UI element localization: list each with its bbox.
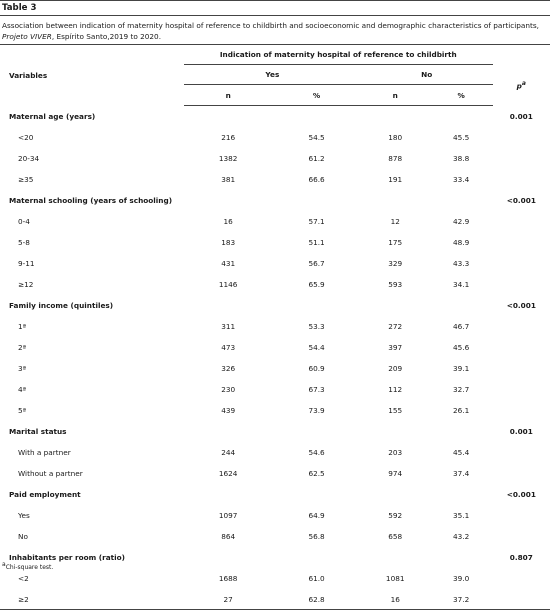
cell-yes-pct: 51.1: [308, 238, 325, 247]
table-row: [0, 316, 550, 337]
cell-no-pct: 33.4: [453, 175, 470, 184]
data-table: [0, 44, 550, 610]
cell-yes-n: 864: [221, 532, 236, 541]
row-label: 1ª: [18, 322, 27, 331]
section-name: Maternal age (years): [9, 112, 96, 121]
cell-yes-pct: 62.8: [272, 589, 360, 610]
cell-yes-n: 216: [221, 133, 236, 142]
table-row: [0, 253, 550, 274]
header-p-label: p: [516, 81, 522, 91]
row-label: <2: [18, 574, 29, 583]
section-name: Family income (quintiles): [9, 301, 114, 310]
cell-yes-n: 244: [221, 448, 236, 457]
header-no: No: [421, 70, 433, 79]
cell-yes-pct: 56.8: [308, 532, 325, 541]
header-variables: Variables: [0, 45, 184, 106]
cell-p-empty: [493, 568, 550, 589]
row-label: 5-8: [18, 238, 30, 247]
section-p-value: 0.001: [509, 111, 533, 121]
cell-yes-n: 381: [221, 175, 236, 184]
cell-p-empty: [493, 274, 550, 295]
cell-p-empty: [493, 253, 550, 274]
row-label: With a partner: [18, 448, 71, 457]
cell-yes-pct: 64.9: [308, 511, 325, 520]
table-row: [0, 400, 550, 421]
cell-yes-pct: 67.3: [308, 385, 325, 394]
header-no-n: n: [361, 85, 430, 106]
cell-no-n: 175: [388, 238, 403, 247]
table-row: [0, 463, 550, 484]
cell-no-pct: 43.2: [453, 532, 470, 541]
cell-yes-n: 311: [221, 322, 236, 331]
cell-p-empty: [493, 442, 550, 463]
cell-yes-pct: 56.7: [308, 259, 325, 268]
cell-yes-pct: 60.9: [308, 364, 325, 373]
section-row: [0, 421, 550, 442]
row-label: 4ª: [18, 385, 27, 394]
table-row: [0, 568, 550, 589]
header-p-spacer: [493, 45, 550, 65]
row-label: No: [18, 532, 28, 541]
header-yes: Yes: [265, 70, 280, 79]
cell-yes-n: 1624: [218, 469, 238, 478]
table-row: [0, 526, 550, 547]
cell-yes-n: 27: [184, 589, 272, 610]
row-label: Yes: [18, 511, 30, 520]
cell-p-empty: [493, 211, 550, 232]
row-label: ≥35: [18, 175, 34, 184]
cell-yes-pct: 54.6: [308, 448, 325, 457]
cell-no-n: 592: [388, 511, 403, 520]
cell-yes-n: 473: [221, 343, 236, 352]
table-label: Table 3: [0, 0, 550, 16]
cell-yes-n: 1097: [218, 511, 238, 520]
cell-no-n: 191: [388, 175, 403, 184]
section-row: [0, 484, 550, 505]
row-label: 9-11: [18, 259, 35, 268]
cell-yes-n: 16: [223, 217, 233, 226]
row-label: 20-34: [18, 154, 40, 163]
cell-no-pct: 32.7: [453, 385, 470, 394]
cell-no-n: 12: [390, 217, 400, 226]
row-label: <20: [18, 133, 34, 142]
cell-p-empty: [493, 148, 550, 169]
section-p-value: 0.807: [509, 553, 533, 562]
table-row: [0, 379, 550, 400]
table-caption: [2, 21, 548, 42]
section-row: [0, 547, 550, 568]
table-row: [0, 442, 550, 463]
section-row: [0, 190, 550, 211]
cell-no-pct: 46.7: [453, 322, 470, 331]
cell-no-n: 203: [388, 448, 403, 457]
cell-no-n: 878: [388, 154, 403, 163]
cell-yes-pct: 54.4: [308, 343, 325, 352]
cell-no-n: 16: [361, 589, 430, 610]
cell-no-pct: 37.2: [430, 589, 493, 610]
cell-no-n: 180: [388, 133, 403, 142]
table-row: [0, 589, 550, 610]
section-name: Paid employment: [9, 490, 81, 499]
header-yes-n: n: [184, 85, 272, 106]
footnote-sup: a: [2, 561, 6, 568]
caption-line1: Association between indication of maternity hospital of reference to childbirth and socioeconomic and demographic characteristics of participants,: [2, 21, 539, 30]
cell-p-empty: [493, 337, 550, 358]
cell-no-n: 1081: [385, 574, 405, 583]
header-p-sup: a: [521, 79, 526, 87]
cell-yes-pct: 61.0: [308, 574, 325, 583]
table-row: [0, 358, 550, 379]
cell-yes-n: 183: [221, 238, 236, 247]
cell-no-n: 593: [388, 280, 403, 289]
cell-p-empty: [493, 169, 550, 190]
cell-no-pct: 43.3: [453, 259, 470, 268]
cell-p-empty: [493, 505, 550, 526]
table-row: [0, 505, 550, 526]
row-label: ≥2: [0, 589, 184, 610]
cell-yes-pct: 62.5: [308, 469, 325, 478]
section-name: Maternal schooling (years of schooling): [9, 196, 173, 205]
cell-yes-n: 230: [221, 385, 236, 394]
row-label: Without a partner: [18, 469, 83, 478]
cell-yes-n: 1146: [218, 280, 238, 289]
header-yes-pct: %: [272, 85, 360, 106]
row-label: 3ª: [18, 364, 27, 373]
section-name: Marital status: [9, 427, 67, 436]
caption-project: Projeto VIVER: [2, 31, 52, 41]
cell-no-pct: 45.5: [453, 133, 470, 142]
section-p-value: <0.001: [506, 301, 536, 310]
cell-no-n: 155: [388, 406, 403, 415]
table-row: [0, 274, 550, 295]
header-group-title: Indication of maternity hospital of reference to childbirth: [184, 45, 493, 65]
section-row: [0, 106, 550, 128]
table-row: [0, 148, 550, 169]
cell-no-pct: 39.1: [453, 364, 470, 373]
cell-yes-pct: 57.1: [308, 217, 325, 226]
caption-line2: , Espírito Santo,2019 to 2020.: [51, 31, 162, 41]
cell-no-n: 209: [388, 364, 403, 373]
cell-no-pct: 38.8: [453, 154, 470, 163]
cell-p-empty: [493, 400, 550, 421]
footnote: [2, 561, 53, 572]
table-row: [0, 127, 550, 148]
cell-yes-n: 431: [221, 259, 236, 268]
header-no-pct: %: [430, 85, 493, 106]
section-p-value: <0.001: [506, 490, 536, 499]
cell-no-n: 397: [388, 343, 403, 352]
cell-no-n: 974: [388, 469, 403, 478]
section-name: Inhabitants per room (ratio): [9, 553, 126, 562]
row-label: 2ª: [18, 343, 27, 352]
cell-yes-n: 326: [221, 364, 236, 373]
table-row: [0, 232, 550, 253]
cell-p-empty: [493, 358, 550, 379]
cell-no-pct: 45.4: [453, 448, 470, 457]
section-p-value: <0.001: [506, 196, 536, 205]
section-row: [0, 295, 550, 316]
cell-no-n: 329: [388, 259, 403, 268]
table-row: [0, 211, 550, 232]
cell-yes-pct: 65.9: [308, 280, 325, 289]
cell-no-pct: 39.0: [453, 574, 470, 583]
cell-no-n: 658: [388, 532, 403, 541]
cell-yes-pct: 61.2: [308, 154, 325, 163]
cell-yes-pct: 66.6: [308, 175, 325, 184]
cell-yes-pct: 53.3: [308, 322, 325, 331]
cell-no-n: 272: [388, 322, 403, 331]
cell-p-empty: [493, 463, 550, 484]
table-body: [0, 106, 550, 610]
cell-yes-n: 1382: [218, 154, 238, 163]
table-row: [0, 169, 550, 190]
cell-no-pct: 45.6: [453, 343, 470, 352]
cell-no-pct: 35.1: [453, 511, 470, 520]
cell-no-pct: 42.9: [453, 217, 470, 226]
cell-yes-pct: 54.5: [308, 133, 325, 142]
cell-yes-pct: 73.9: [308, 406, 325, 415]
cell-yes-n: 439: [221, 406, 236, 415]
table-row: [0, 337, 550, 358]
cell-p-empty: [493, 232, 550, 253]
cell-p-empty: [493, 379, 550, 400]
header-p: [493, 65, 550, 106]
cell-p-empty: [493, 526, 550, 547]
cell-no-n: 112: [388, 385, 403, 394]
row-label: 5ª: [18, 406, 27, 415]
footnote-text: Chi-square test.: [5, 564, 54, 571]
row-label: ≥12: [18, 280, 34, 289]
cell-p-empty: [493, 589, 550, 610]
cell-no-pct: 48.9: [453, 238, 470, 247]
cell-no-pct: 34.1: [453, 280, 470, 289]
cell-no-pct: 26.1: [453, 406, 470, 415]
cell-no-pct: 37.4: [453, 469, 470, 478]
cell-yes-n: 1688: [218, 574, 238, 583]
cell-p-empty: [493, 316, 550, 337]
section-p-value: 0.001: [509, 427, 533, 436]
row-label: 0-4: [18, 217, 30, 226]
cell-p-empty: [493, 127, 550, 148]
